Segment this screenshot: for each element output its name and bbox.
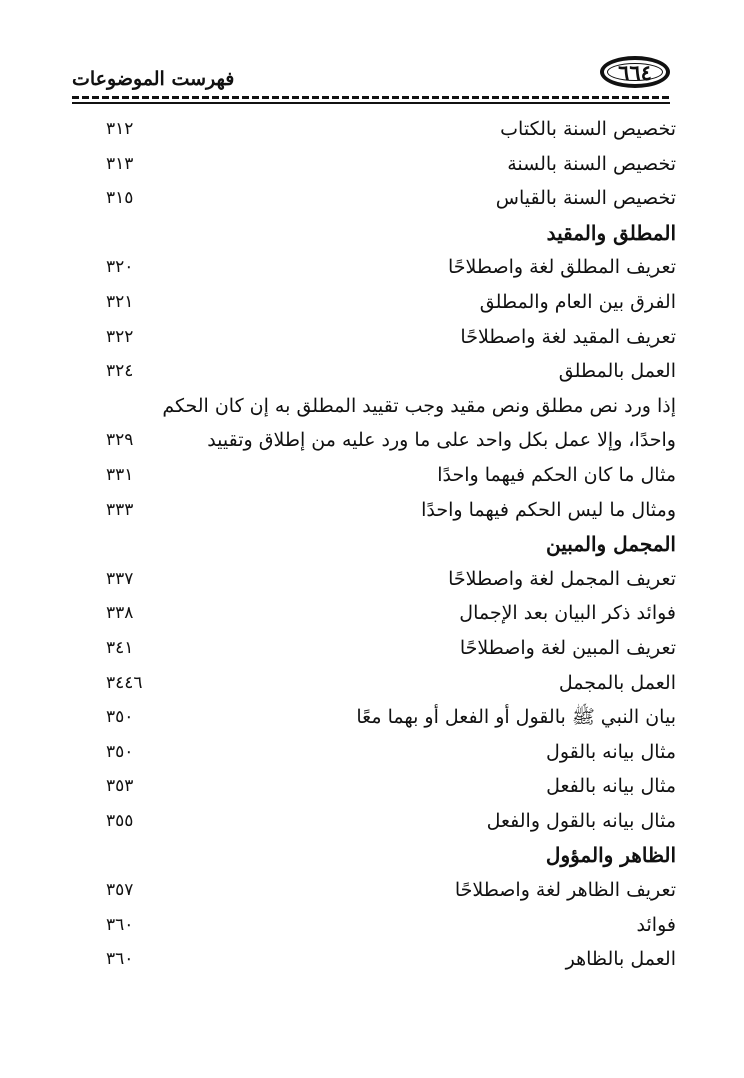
running-title: فهرست الموضوعات — [72, 68, 235, 90]
page-number-badge — [600, 56, 670, 88]
toc-entry-title: مثال بيانه بالقول والفعل — [486, 809, 676, 832]
toc-entry-page: ٣١٥ — [106, 188, 134, 209]
toc-entry-page: ٣٥٠ — [106, 741, 134, 762]
toc-entry — [72, 320, 676, 355]
toc-entry-page: ٣٢٠ — [106, 257, 134, 278]
toc-entry — [72, 735, 676, 770]
toc-entry-page: ٣٦٠ — [106, 949, 134, 970]
toc-entry-page: ٣٣٣ — [106, 499, 134, 520]
toc-entry — [72, 700, 676, 735]
toc-entry — [72, 112, 676, 147]
toc-entry-page: ٣١٣ — [106, 153, 134, 174]
header-rule-solid — [72, 102, 670, 104]
toc-entry-title: بيان النبي ﷺ بالقول أو الفعل أو بهما معًا — [356, 706, 676, 729]
toc-entry-title: العمل بالمجمل — [558, 671, 676, 694]
toc-entry-title: العمل بالظاهر — [565, 948, 676, 971]
toc-entry — [72, 631, 676, 666]
toc-entry — [72, 493, 676, 528]
toc-section — [72, 838, 676, 873]
toc-entry-title: تخصيص السنة بالكتاب — [500, 118, 676, 140]
toc-entry-title: مثال بيانه بالفعل — [546, 775, 676, 798]
toc-section-heading: المطلق والمقيد — [546, 220, 676, 245]
toc-entry-title: تخصيص السنة بالقياس — [495, 187, 676, 210]
toc-entry-title: فوائد — [636, 913, 676, 936]
toc-entry — [72, 666, 676, 701]
toc-section — [72, 216, 676, 251]
toc-entry-page: ٣٤١ — [106, 637, 134, 658]
toc-entry-page: ٣٢٢ — [106, 326, 134, 347]
toc-entry-page: ٣٢٤ — [106, 361, 134, 382]
table-of-contents — [72, 112, 676, 977]
toc-entry-title: فوائد ذكر البيان بعد الإجمال — [459, 602, 676, 625]
toc-entry-page: ٣٤٤٦ — [106, 672, 143, 693]
toc-entry-title: العمل بالمطلق — [558, 360, 676, 383]
toc-section — [72, 527, 676, 562]
toc-entry-page: ٣٢٩ — [106, 430, 134, 451]
toc-entry-page: ٣٣١ — [106, 464, 134, 485]
toc-entry-title: تعريف المقيد لغة واصطلاحًا — [460, 325, 676, 348]
toc-entry — [72, 285, 676, 320]
toc-entry-page: ٣٢١ — [106, 291, 134, 312]
toc-entry — [72, 908, 676, 943]
toc-entry — [72, 250, 676, 285]
toc-entry — [72, 458, 676, 493]
toc-entry — [72, 562, 676, 597]
toc-entry-page: ٣٣٧ — [106, 568, 134, 589]
toc-entry-title: مثال بيانه بالقول — [546, 740, 676, 763]
toc-entry-title: تعريف المطلق لغة واصطلاحًا — [448, 256, 676, 279]
toc-entry — [72, 804, 676, 839]
toc-entry-title: تعريف المبين لغة واصطلاحًا — [459, 636, 676, 659]
header-rule — [72, 96, 670, 99]
toc-entry-title: ومثال ما ليس الحكم فيهما واحدًا — [421, 498, 676, 521]
toc-section-heading: الظاهر والمؤول — [545, 843, 676, 868]
toc-entry-page: ٣٥٣ — [106, 776, 134, 797]
toc-entry-page: ٣٥٠ — [106, 707, 134, 728]
toc-entry-title: مثال ما كان الحكم فيهما واحدًا — [437, 463, 676, 486]
toc-entry-page: ٣٥٥ — [106, 810, 134, 831]
toc-entry — [72, 181, 676, 216]
toc-entry — [72, 596, 676, 631]
toc-entry-title: إذا ورد نص مطلق ونص مقيد وجب تقييد المطلق به إن كان الحكم — [162, 394, 676, 417]
toc-entry-title: تعريف المجمل لغة واصطلاحًا — [448, 567, 676, 590]
toc-entry — [72, 354, 676, 389]
toc-entry-title: تخصيص السنة بالسنة — [507, 152, 676, 175]
toc-entry-page: ٣٦٠ — [106, 914, 134, 935]
toc-entry — [72, 147, 676, 182]
page-number: ٦٦٤ — [618, 59, 652, 85]
toc-entry-title: واحدًا، وإلا عمل بكل واحد على ما ورد عليه من إطلاق وتقييد — [207, 429, 676, 452]
toc-entry-page: ٣٣٨ — [106, 603, 134, 624]
toc-entry-title: تعريف الظاهر لغة واصطلاحًا — [454, 879, 676, 902]
toc-entry — [72, 942, 676, 977]
toc-entry-title: الفرق بين العام والمطلق — [479, 290, 676, 313]
toc-entry-page: ٣٥٧ — [106, 880, 134, 901]
toc-entry — [72, 389, 676, 424]
toc-entry — [72, 769, 676, 804]
toc-entry-page: ٣١٢ — [106, 119, 134, 139]
toc-section-heading: المجمل والمبين — [546, 532, 676, 557]
toc-entry — [72, 873, 676, 908]
toc-entry — [72, 423, 676, 458]
